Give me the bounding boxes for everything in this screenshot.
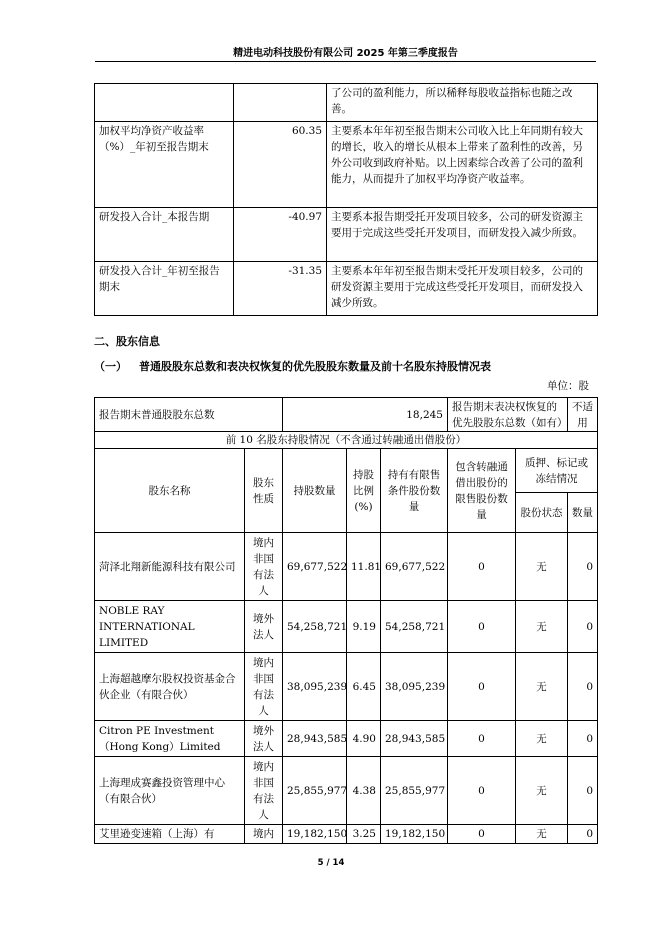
item-cell: 加权平均净资产收益率（%）_年初至报告期末 (95, 122, 234, 208)
table-row (95, 262, 598, 316)
top10-caption: 前 10 名股东持股情况（不含通过转融通出借股份） (95, 432, 598, 449)
value-cell: -31.35 (234, 262, 327, 316)
holder-nature: 境内非国有法人 (245, 653, 283, 721)
holder-restricted: 69,677,522 (381, 533, 448, 601)
holder-nature: 境外法人 (245, 601, 283, 653)
table-row (95, 601, 598, 653)
holder-ratio: 3.25 (347, 825, 381, 844)
holder-nature: 境内 (245, 825, 283, 844)
holder-lending: 0 (448, 533, 516, 601)
subsection-heading (94, 358, 491, 374)
reason-cell: 了公司的盈利能力，所以稀释每股收益指标也随之改善。 (327, 84, 598, 122)
holder-lending: 0 (448, 721, 516, 757)
holder-status: 无 (516, 757, 568, 825)
summary-row (95, 398, 598, 432)
page-number: 5 / 14 (317, 858, 345, 868)
item-cell: 研发投入合计_本报告期 (95, 208, 234, 262)
col-header-qty: 数量 (568, 493, 598, 533)
holder-qty: 0 (568, 721, 598, 757)
unit-label: 单位：股 (547, 380, 589, 392)
holder-lending: 0 (448, 825, 516, 844)
holder-status: 无 (516, 653, 568, 721)
holder-lending: 0 (448, 757, 516, 825)
table-row (95, 653, 598, 721)
table-row (95, 84, 598, 122)
change-reason-table (94, 83, 598, 316)
shareholder-table (94, 397, 598, 844)
holder-shares: 54,258,721 (283, 601, 347, 653)
holder-qty: 0 (568, 533, 598, 601)
holder-nature: 境内非国有法人 (245, 757, 283, 825)
holder-status: 无 (516, 601, 568, 653)
item-cell (95, 84, 234, 122)
table-row (95, 721, 598, 757)
col-header-shares: 持股数量 (283, 449, 347, 533)
subsection-number: （一） (94, 360, 127, 373)
page-header: 精进电动科技股份有限公司 2025 年第三季度报告 (233, 48, 458, 59)
holder-qty: 0 (568, 601, 598, 653)
holder-restricted: 28,943,585 (381, 721, 448, 757)
item-cell: 研发投入合计_年初至报告期末 (95, 262, 234, 316)
holder-ratio: 4.38 (347, 757, 381, 825)
col-header-pledge: 质押、标记或冻结情况 (516, 449, 598, 493)
holder-name: 上海超越摩尔股权投资基金合伙企业（有限合伙） (95, 653, 245, 721)
col-header-name: 股东名称 (95, 449, 245, 533)
col-header-status: 股份状态 (516, 493, 568, 533)
table-row (95, 533, 598, 601)
reason-cell: 主要系本年年初至报告期末受托开发项目较多，公司的研发资源主要用于完成这些受托开发项目，而研发投入减少所致。 (327, 262, 598, 316)
header-divider (95, 61, 596, 62)
caption-row (95, 432, 598, 449)
section-heading: 二、股东信息 (94, 335, 160, 348)
holder-nature: 境外法人 (245, 721, 283, 757)
holder-restricted: 38,095,239 (381, 653, 448, 721)
holder-qty: 0 (568, 653, 598, 721)
holder-ratio: 6.45 (347, 653, 381, 721)
value-cell: -40.97 (234, 208, 327, 262)
col-header-nature: 股东性质 (245, 449, 283, 533)
holder-name: 上海理成赛鑫投资管理中心（有限合伙） (95, 757, 245, 825)
col-header-restricted: 持有有限售条件股份数量 (381, 449, 448, 533)
table-row (95, 825, 598, 844)
table-row (95, 208, 598, 262)
holder-shares: 19,182,150 (283, 825, 347, 844)
holder-ratio: 9.19 (347, 601, 381, 653)
holder-ratio: 11.81 (347, 533, 381, 601)
total-holders-value: 18,245 (283, 398, 448, 432)
value-cell (234, 84, 327, 122)
holder-ratio: 4.90 (347, 721, 381, 757)
preferred-holders-value: 不适用 (568, 398, 598, 432)
holder-status: 无 (516, 721, 568, 757)
subsection-title: 普通股股东总数和表决权恢复的优先股股东数量及前十名股东持股情况表 (139, 360, 491, 373)
col-header-lending: 包含转融通借出股份的限售股份数量 (448, 449, 516, 533)
total-holders-label: 报告期末普通股股东总数 (95, 398, 283, 432)
holder-qty: 0 (568, 825, 598, 844)
holder-shares: 38,095,239 (283, 653, 347, 721)
holder-restricted: 54,258,721 (381, 601, 448, 653)
holder-qty: 0 (568, 757, 598, 825)
holder-shares: 28,943,585 (283, 721, 347, 757)
table-row (95, 122, 598, 208)
value-cell: 60.35 (234, 122, 327, 208)
col-header-ratio: 持股比例(%) (347, 449, 381, 533)
table-row (95, 757, 598, 825)
reason-cell: 主要系本报告期受托开发项目较多，公司的研发资源主要用于完成这些受托开发项目，而研发投入减少所致。 (327, 208, 598, 262)
holder-status: 无 (516, 825, 568, 844)
holder-restricted: 19,182,150 (381, 825, 448, 844)
holder-nature: 境内非国有法人 (245, 533, 283, 601)
holder-status: 无 (516, 533, 568, 601)
holder-name: 艾里逊变速箱（上海）有 (95, 825, 245, 844)
holder-shares: 69,677,522 (283, 533, 347, 601)
holder-lending: 0 (448, 601, 516, 653)
holder-lending: 0 (448, 653, 516, 721)
holder-shares: 25,855,977 (283, 757, 347, 825)
holder-name: Citron PE Investment（Hong Kong）Limited (95, 721, 245, 757)
header-row (95, 449, 598, 493)
holder-name: 菏泽北翔新能源科技有限公司 (95, 533, 245, 601)
holder-restricted: 25,855,977 (381, 757, 448, 825)
holder-name: NOBLE RAY INTERNATIONAL LIMITED (95, 601, 245, 653)
reason-cell: 主要系本年年初至报告期末公司收入比上年同期有较大的增长，收入的增长从根本上带来了盈利性的改善，另外公司收到政府补贴。以上因素综合改善了公司的盈利能力，从而提升了加权平均净资产收益率。 (327, 122, 598, 208)
preferred-holders-label: 报告期末表决权恢复的优先股股东总数（如有） (448, 398, 568, 432)
